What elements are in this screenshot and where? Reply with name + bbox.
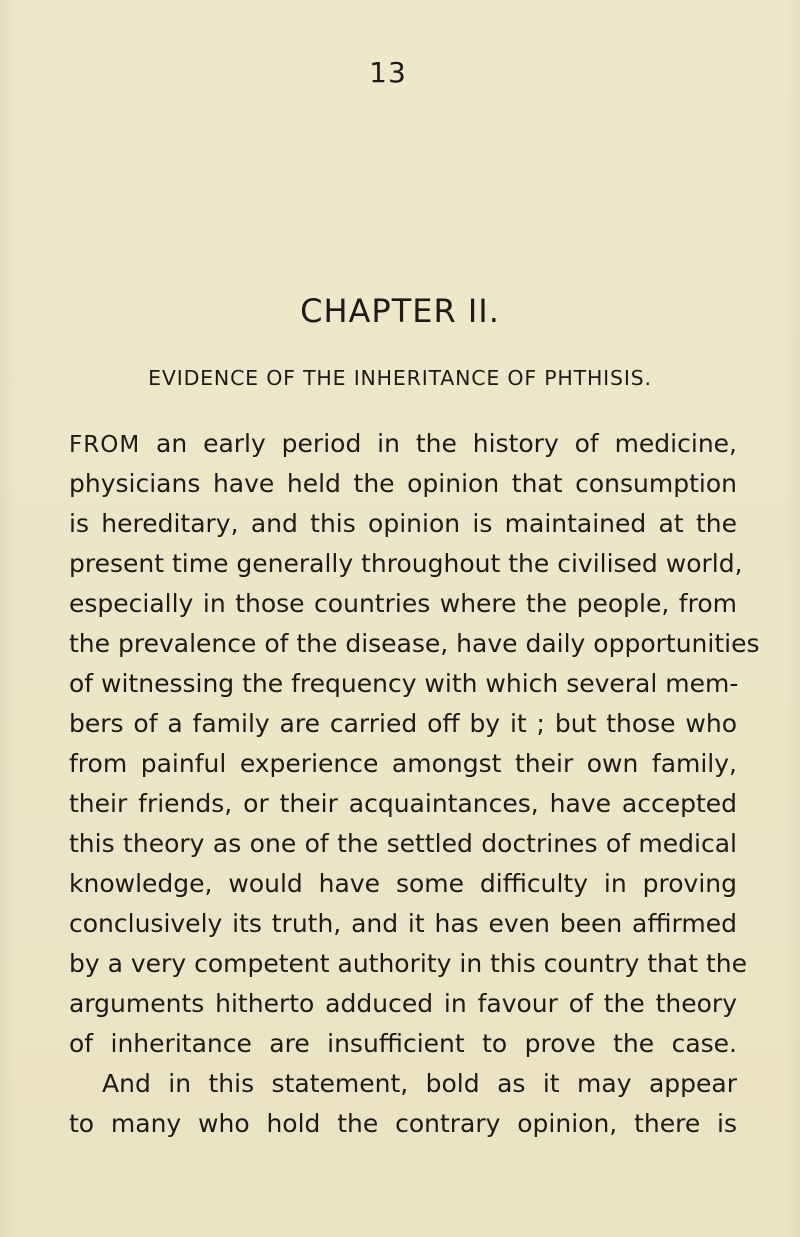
text-line-3: is hereditary, and this opinion is maintained at the [69,509,737,538]
text-line-12: knowledge, would have some difficulty in proving [69,869,737,898]
chapter-title: CHAPTER II. [300,292,500,330]
text-line-9: from painful experience amongst their own family, [69,749,737,778]
text-line-8: bers of a family are carried off by it ; but those who [69,709,737,738]
text-line-17: And in this statement, bold as it may appear [102,1069,737,1098]
page-number: 13 [369,56,407,89]
text-line-13: conclusively its truth, and it has even been affirmed [69,909,737,938]
section-heading: EVIDENCE OF THE INHERITANCE OF PHTHISIS. [148,366,652,390]
body-text [69,424,760,1144]
text-line-16: of inheritance are insufficient to prove the case. [69,1029,737,1058]
text-line-1-rest: an early period in the history of medicine, [140,429,737,458]
text-line-6: the prevalence of the disease, have daily opportunities [69,629,760,658]
text-line-11: this theory as one of the settled doctrines of medical [69,829,737,858]
text-line-5: especially in those countries where the people, from [69,589,737,618]
text-line-4: present time generally throughout the civilised world, [69,549,743,578]
text-line-18: to many who hold the contrary opinion, there is [69,1109,737,1138]
text-line-7: of witnessing the frequency with which several mem- [69,669,739,698]
text-line-2: physicians have held the opinion that consumption [69,469,737,498]
text-line-1 [69,424,737,464]
lead-word: FROM [69,432,141,458]
text-line-15: arguments hitherto adduced in favour of the theory [69,989,737,1018]
text-line-10: their friends, or their acquaintances, have accepted [69,789,737,818]
text-line-14: by a very competent authority in this country that the [69,949,747,978]
